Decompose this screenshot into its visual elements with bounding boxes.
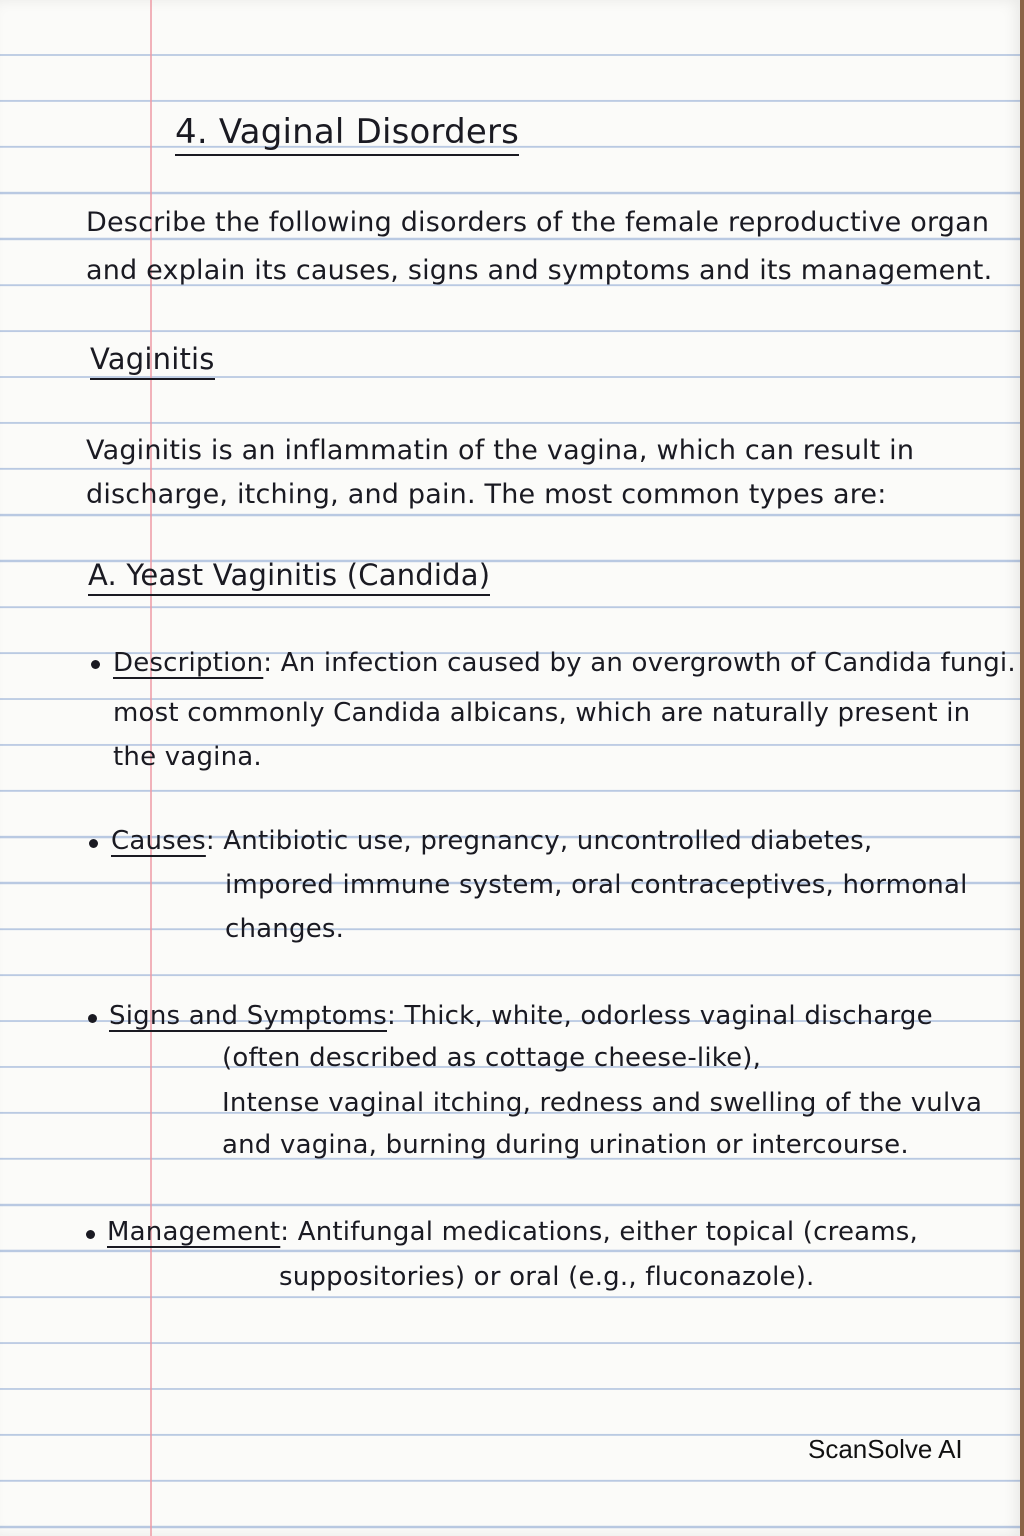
signs-line-1: Thick, white, odorless vaginal discharge xyxy=(404,1001,933,1031)
causes-line-2: impored immune system, oral contraceptives, hormonal xyxy=(225,870,968,900)
subsection-heading: A. Yeast Vaginitis (Candida) xyxy=(88,558,490,596)
causes-line-1: Antibiotic use, pregnancy, uncontrolled diabetes, xyxy=(223,826,873,856)
signs-line-4: and vagina, burning during urination or intercourse. xyxy=(222,1130,909,1160)
signs-line-3: Intense vaginal itching, redness and swelling of the vulva xyxy=(222,1088,983,1118)
signs-label: Signs and Symptoms xyxy=(109,1001,387,1031)
causes-label: Causes xyxy=(111,826,206,856)
intro-line-2: discharge, itching, and pain. The most common types are: xyxy=(86,479,887,510)
bullet-causes xyxy=(89,839,98,848)
page-title: 4. Vaginal Disorders xyxy=(175,112,519,156)
signs-sep: : xyxy=(387,1001,396,1031)
causes-sep: : xyxy=(205,826,215,856)
management-sep: : xyxy=(280,1217,290,1247)
instruction-line-2: and explain its causes, signs and symptoms and its management. xyxy=(86,255,993,286)
causes-line-3: changes. xyxy=(225,914,345,944)
signs-line-2: (often described as cottage cheese-like), xyxy=(222,1043,762,1073)
watermark-signature: ScanSolve AI xyxy=(808,1434,963,1464)
description-line-3: the vagina. xyxy=(113,742,262,772)
wood-surface xyxy=(1020,0,1024,1536)
management-line-1: Antifungal medications, either topical (creams, xyxy=(297,1217,919,1247)
bullet-management xyxy=(86,1230,95,1239)
description-row xyxy=(113,648,1016,678)
bullet-description xyxy=(91,660,100,669)
bullet-signs xyxy=(88,1014,97,1023)
management-label: Management xyxy=(107,1217,281,1247)
description-sep: : xyxy=(263,648,273,678)
description-line-1: An infection caused by an overgrowth of Candida fungi. xyxy=(280,648,1016,678)
description-line-2: most commonly Candida albicans, which are naturally present in xyxy=(113,698,971,728)
signs-row xyxy=(109,1001,933,1031)
causes-row xyxy=(111,826,872,856)
management-row xyxy=(107,1217,918,1247)
intro-line-1: Vaginitis is an inflammatin of the vagina, which can result in xyxy=(86,435,915,466)
instruction-line-1: Describe the following disorders of the female reproductive organ xyxy=(86,207,990,238)
section-heading: Vaginitis xyxy=(90,342,215,380)
description-label: Description xyxy=(113,648,264,678)
management-line-2: suppositories) or oral (e.g., fluconazole). xyxy=(279,1262,815,1292)
